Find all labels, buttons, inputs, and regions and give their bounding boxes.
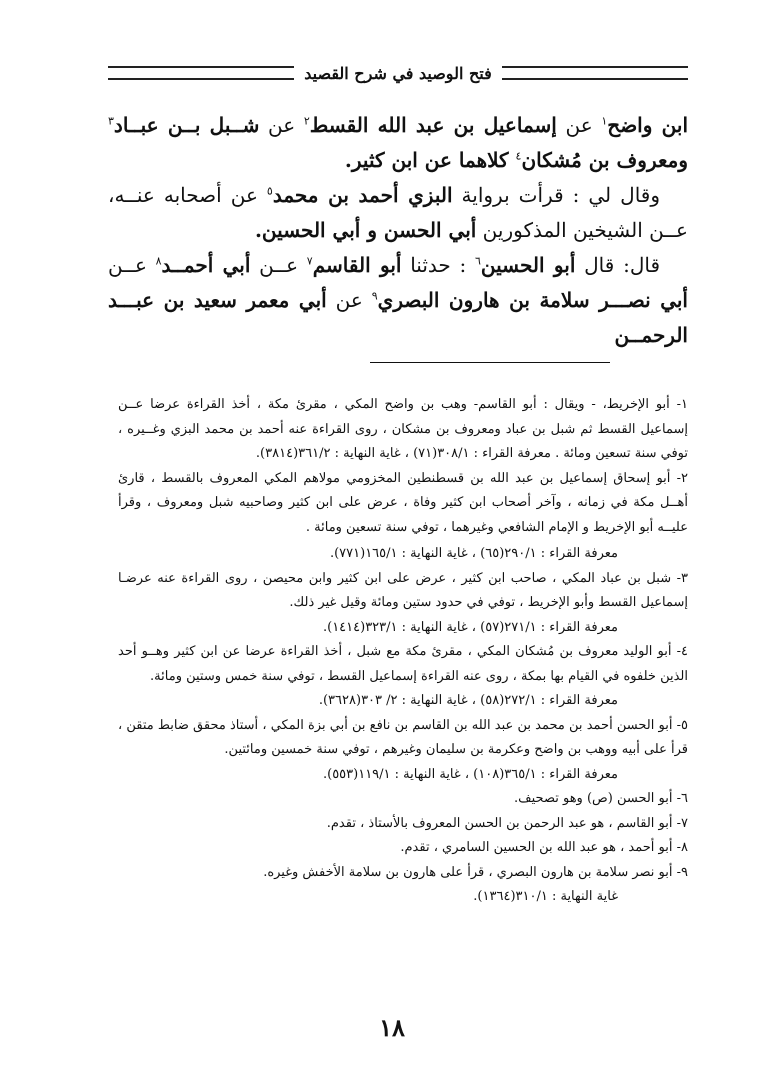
narrator-name: إسماعيل بن عبد الله القسط (309, 113, 557, 137)
footnote-ref: ٢ (303, 114, 310, 128)
footnote-3: ٣- شبل بن عباد المكي ، صاحب ابن كثير ، عرض على ابن كثير وابن محيصن ، روى القراءة عنه عرضـا إسماعيل القسط وأبو الإخريط ، توفي في حدود ستين ومائة وقيل غير ذلك. (118, 570, 688, 610)
main-paragraph-3 (108, 248, 688, 353)
narrator-name: ومعروف بن مُشكان (521, 148, 688, 172)
text-span: عن (556, 113, 602, 137)
footnote-7: ٧- أبو القاسم ، هو عبد الرحمن بن الحسن المعروف بالأستاذ ، تقدم. (326, 815, 688, 831)
running-header (108, 60, 688, 86)
narrator-name: أبي الحسن و أبي الحسين. (254, 218, 477, 242)
text-span: : حدثنا (401, 253, 475, 277)
text-span: وقال لي : قرأت برواية (452, 183, 661, 207)
text-span: قال: قال (575, 253, 661, 277)
text-span: عــن (250, 253, 307, 277)
footnote-ref: ٣ (108, 114, 114, 128)
narrator-name: أبي نصـــر سلامة بن هارون البصري (377, 288, 688, 312)
text-span: كلاهما عن ابن كثير. (344, 148, 516, 172)
footnote-ref: ٤ (515, 149, 522, 163)
footnote-ref: ٨ (155, 254, 162, 268)
header-rule-left (108, 66, 294, 80)
narrator-name: البزي أحمد بن محمد (272, 183, 453, 207)
footnote-ref: ٥ (266, 184, 273, 198)
footnote-separator (370, 362, 610, 363)
footnotes (118, 393, 688, 910)
footnote-6: ٦- أبو الحسن (ص) وهو تصحيف. (514, 791, 688, 806)
footnote-5: ٥- أبو الحسن أحمد بن محمد بن عبد الله بن القاسم بن نافع بن أبي بزة المكي ، أستاذ محقق ضابط متقن ، قرأ على أبيه ووهب بن واضح وعكرمة بن سليمان وغيرهم ، توفي سنة خمسين ومائتين. (118, 717, 688, 757)
text-span: عن (326, 288, 372, 312)
footnote-ref: ٦ (475, 254, 481, 268)
narrator-name: ابن واضح (607, 113, 689, 137)
footnote-9-source: غاية النهاية : ٣١٠/١(١٣٦٤). (473, 889, 618, 904)
footnote-ref: ٩ (371, 289, 378, 303)
footnote-1: ١- أبو الإخريط، - ويقال : أبو القاسم- وهب بن واضح المكي ، مقرئ مكة ، أخذ القراءة عرضا عــن إسماعيل القسط ثم شبل بن عباد ومعروف بن مشكان ، روى القراءة عنه أحمد بن محمد البزي وغــيره ، توفي سنة تسعين ومائة . معرفة القراء : ٣٠٨/١(٧١) ، غاية النهاية : ٣٦١/٢(٣٨١٤). (118, 397, 688, 461)
main-text (108, 108, 688, 353)
footnote-ref: ١ (601, 114, 608, 128)
header-rule-right (502, 66, 688, 80)
footnote-4-source: معرفة القراء : ٢٧٢/١(٥٨) ، غاية النهاية : ٢/ ٣٠٣(٣٦٢٨). (318, 693, 618, 708)
footnote-2: ٢- أبو إسحاق إسماعيل بن عبد الله بن قسطنطين المخزومي مولاهم المكي المعروف بالقسط ، قارئ أهــل مكة في زمانه ، وآخر أصحاب ابن كثير وفاة ، عرض على ابن كثير وصاحبيه شبل ومعروف ، وقرأ عليــه أبو الإخريط و الإمام الشافعي وغيرهما ، توفي سنة تسعين ومائة . (118, 470, 688, 535)
narrator-name: أبي معمر سعيد بن عبـــد الرحمــن (108, 288, 688, 347)
narrator-name: أبو القاسم (312, 253, 402, 277)
text-span: عن (259, 113, 304, 137)
header-title: فتح الوصيد في شرح القصيد (304, 63, 492, 83)
main-paragraph-2 (108, 178, 688, 248)
text-span: عــن (108, 253, 156, 277)
main-paragraph-1 (108, 108, 688, 178)
footnote-3-source: معرفة القراء : ٢٧١/١(٥٧) ، غاية النهاية : ٣٢٣/١(١٤١٤). (322, 619, 618, 635)
footnote-ref: ٧ (306, 254, 313, 268)
narrator-name: شــبل بــن عبــاد (113, 113, 260, 137)
narrator-name: أبو الحسين (480, 253, 576, 277)
narrator-name: أبي أحمــد (161, 253, 251, 277)
footnote-8: ٨- أبو أحمد ، هو عبد الله بن الحسين السامري ، تقدم. (400, 840, 688, 855)
footnote-2-source: معرفة القراء : ٢٩٠/١(٦٥) ، غاية النهاية : ١٦٥/١(٧٧١). (329, 546, 618, 561)
footnote-5-source: معرفة القراء : ٣٦٥/١(١٠٨) ، غاية النهاية : ١١٩/١(٥٥٣). (322, 766, 618, 782)
footnote-4: ٤- أبو الوليد معروف بن مُشكان المكي ، مقرئ مكة مع شبل ، أخذ القراءة عرضا عن ابن كثير وهــو أحد الذين خلفوه في القيام بها بمكة ، روى عنه القراءة إسماعيل القسط ، توفي سنة خمس وستين ومائة. (118, 644, 688, 684)
text-span: عن أصحابه عنــه، عــن الشيخين المذكورين (108, 183, 688, 242)
page-number: ١٨ (379, 1013, 405, 1042)
footnote-9: ٩- أبو نصر سلامة بن هارون البصري ، قرأ على هارون بن سلامة الأخفش وغيره. (263, 864, 688, 880)
